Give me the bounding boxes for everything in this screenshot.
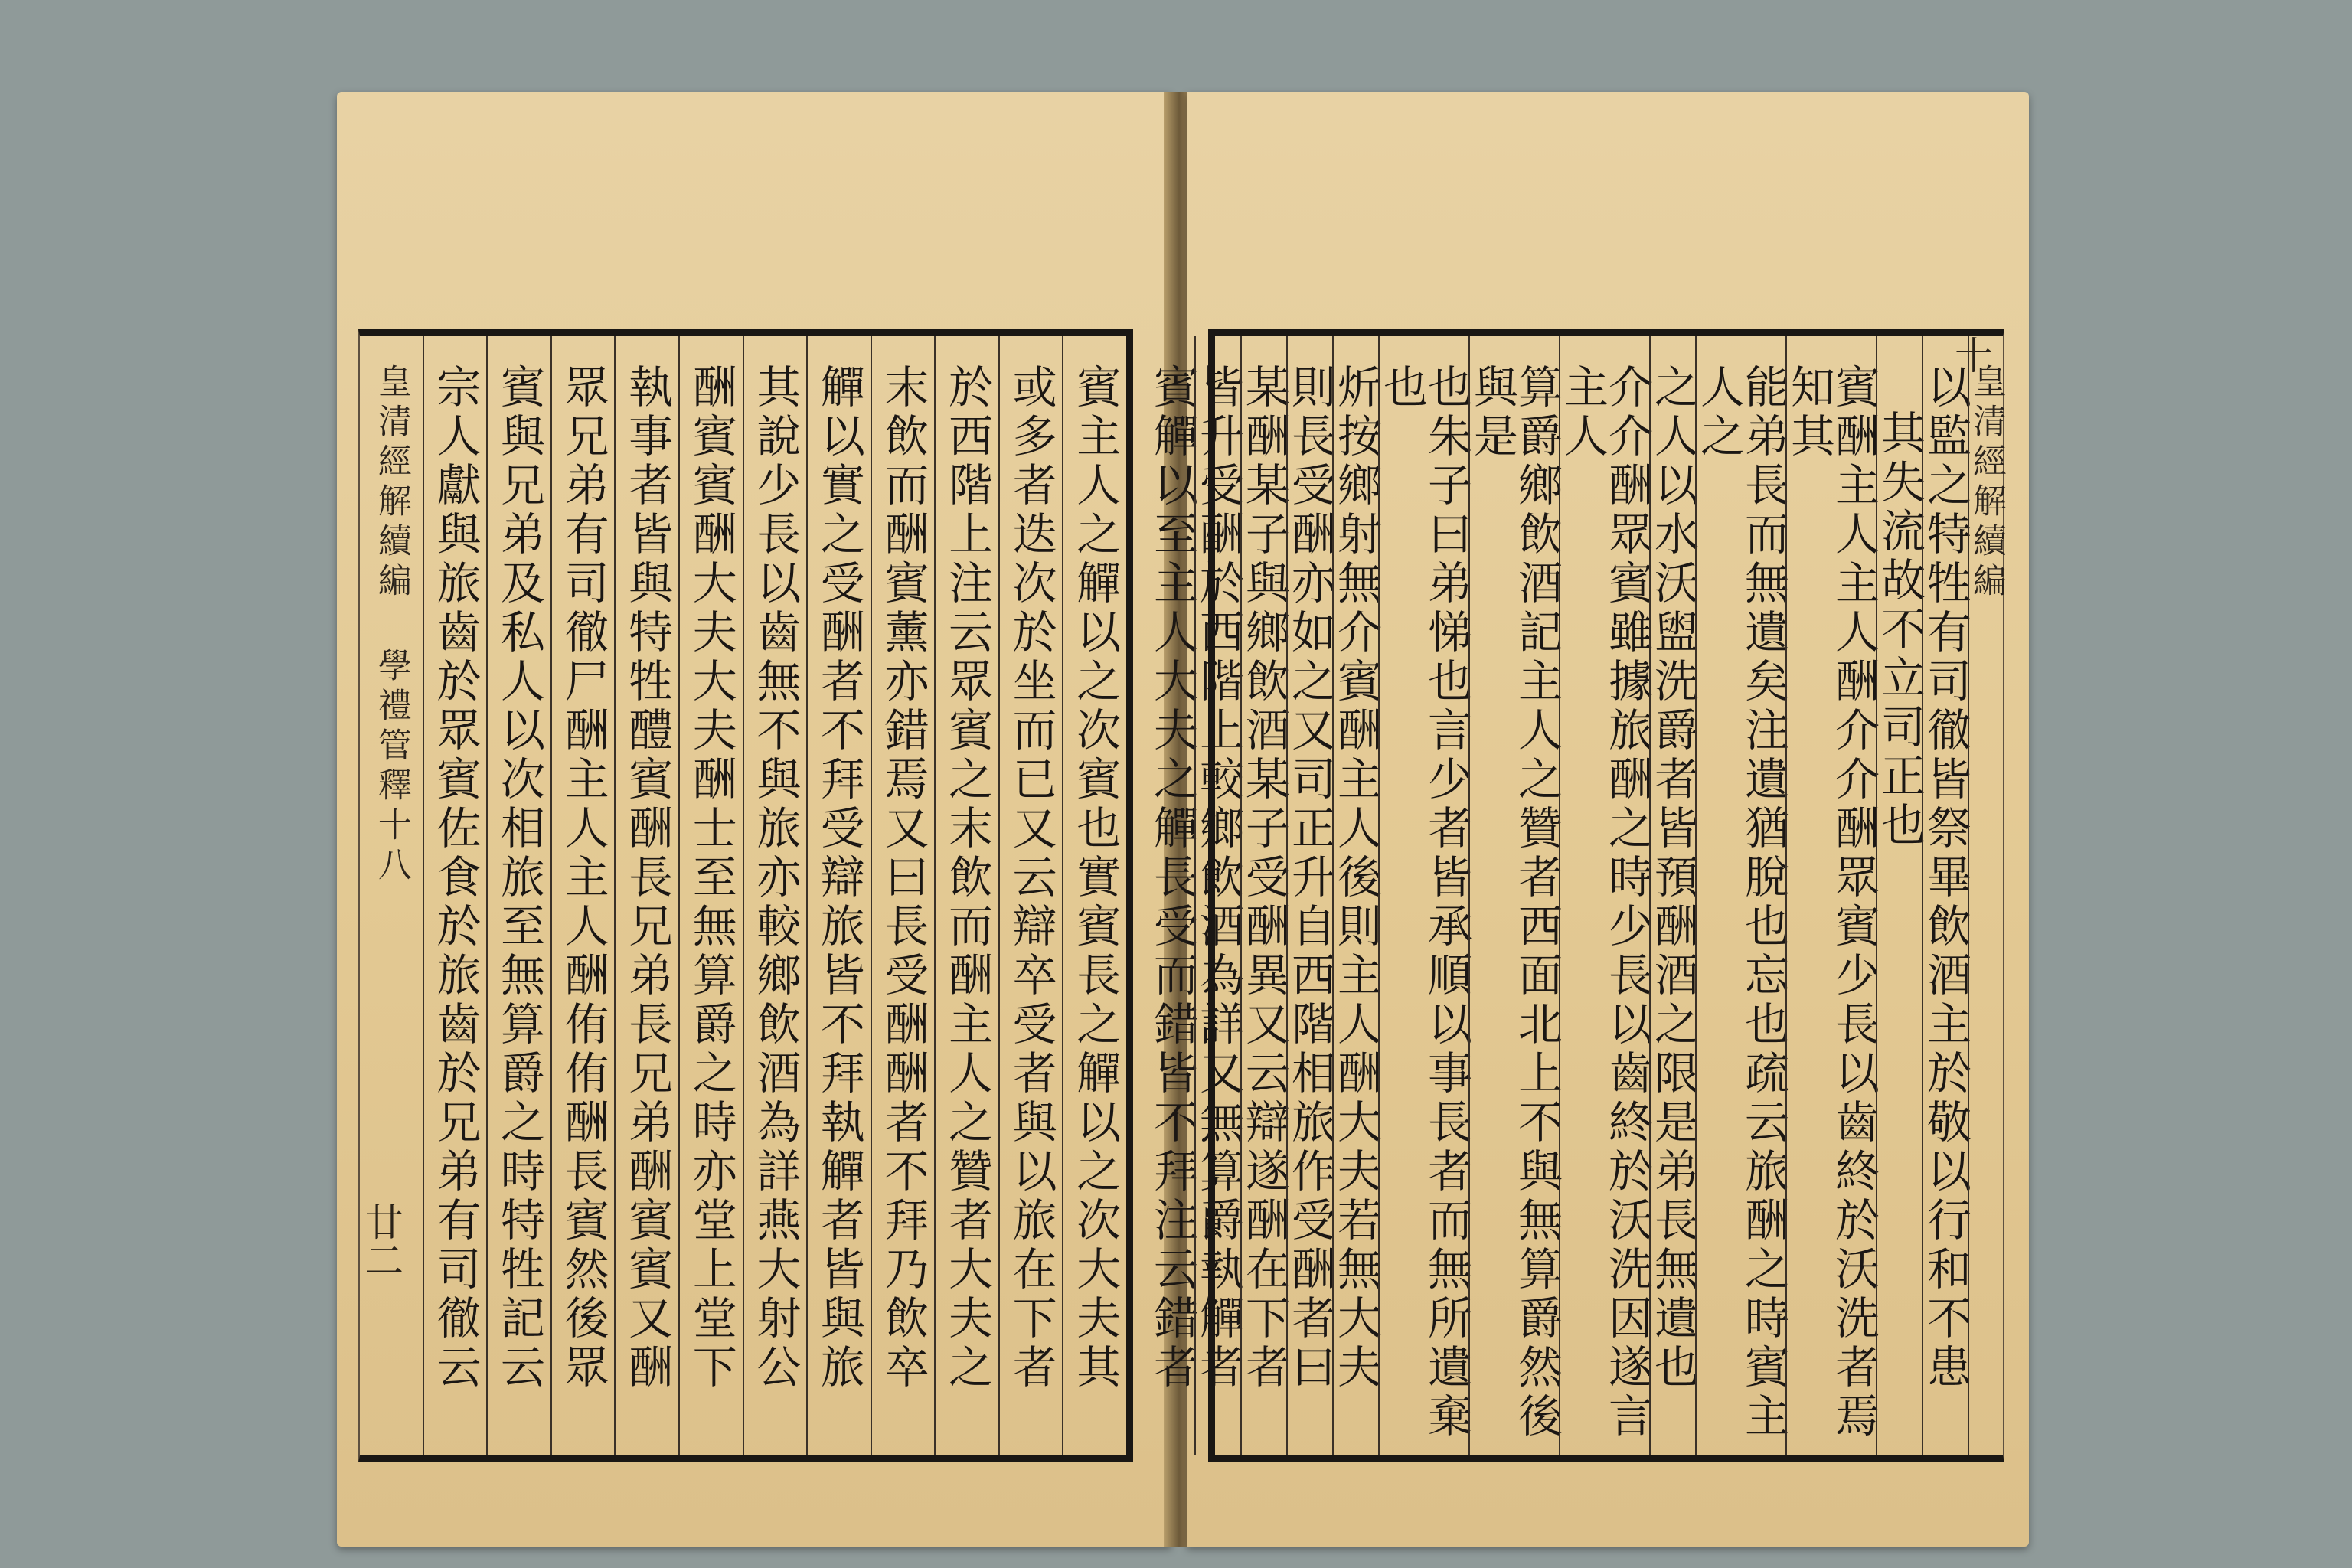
text-column: 酬賓賓酬大夫大夫酬士至無算爵之時亦堂上堂下	[678, 336, 743, 1455]
left-columns	[360, 336, 1126, 1455]
text-column: 賓酬主人主人酬介介酬眾賓少長以齒終於沃洗者焉知其	[1785, 336, 1876, 1455]
text-column: 眾兄弟有司徹尸酬主人主人酬侑侑酬長賓然後眾	[550, 336, 615, 1455]
text-column: 之人以水沃盥洗爵者皆預酬酒之限是弟長無遺也	[1649, 336, 1695, 1455]
text-column: 也朱子曰弟悌也言少者皆承順以事長者而無所遺棄也	[1378, 336, 1468, 1455]
text-column: 其說少長以齒無不與旅亦較鄉飲酒為詳燕大射公	[743, 336, 807, 1455]
left-text-frame	[358, 329, 1133, 1462]
text-column: 賓主人之觶以之次賓也實賓長之觶以之次大夫其	[1062, 336, 1126, 1455]
text-column: 介介酬眾賓雖據旅酬之時少長以齒終於沃洗因遂言主人	[1559, 336, 1649, 1455]
text-column: 觶以實之受酬者不拜受辯旅皆不拜執觶者皆與旅	[806, 336, 871, 1455]
right-text-frame	[1146, 329, 2006, 1462]
text-column: 賓觶以至主人大夫之觶長受而錯皆不拜注云錯者	[1146, 364, 1198, 1393]
text-column: 則長受酬亦如之又司正升自西階相旅作受酬者曰	[1286, 336, 1332, 1455]
text-column: 末飲而酬賓薰亦錯焉又曰長受酬酬者不拜乃飲卒	[871, 336, 935, 1455]
text-column: 炘按鄉射無介賓酬主人後則主人酬大夫若無大夫	[1332, 336, 1378, 1455]
text-column: 賓與兄弟及私人以次相旅至無算爵之時特牲記云	[486, 336, 550, 1455]
text-column: 以監之特牲有司徹皆祭畢飲酒主於敬以行和不患	[1922, 336, 1968, 1455]
text-column: 於西階上注云眾賓之末飲而酬主人之贊者大夫之	[934, 336, 998, 1455]
right-page	[1146, 92, 2029, 1547]
open-book	[337, 92, 2037, 1562]
text-column: 執事者皆與特牲醴賓酬長兄弟長兄弟酬賓賓又酬	[614, 336, 678, 1455]
left-page	[337, 92, 1171, 1547]
text-column: 皆升受酬於西階上較鄉飲酒為詳又無算爵執觶者	[1194, 336, 1240, 1455]
text-column: 其失流故不立司正也	[1876, 336, 1922, 1455]
text-column: 算爵鄉飲酒記主人之贊者西面北上不與無算爵然後與是	[1468, 336, 1559, 1455]
left-page-center-margin: 皇清經解續編 學禮管釋十八	[371, 364, 411, 887]
right-page-center-margin: 皇清經解續編	[1968, 336, 2003, 1455]
left-folio: 廿二	[359, 1202, 403, 1279]
right-folio: 十	[1949, 335, 1993, 374]
text-column: 某酬某子與鄉飲酒某子受酬異又云辯遂酬在下者	[1240, 336, 1286, 1455]
text-column: 宗人獻與旅齒於眾賓佐食於旅齒於兄弟有司徹云	[423, 336, 487, 1455]
text-column: 能弟長而無遺矣注遺猶脫也忘也疏云旅酬之時賓主人之	[1695, 336, 1785, 1455]
right-columns	[1146, 336, 2006, 1455]
text-column: 或多者迭次於坐而已又云辯卒受者與以旅在下者	[998, 336, 1063, 1455]
